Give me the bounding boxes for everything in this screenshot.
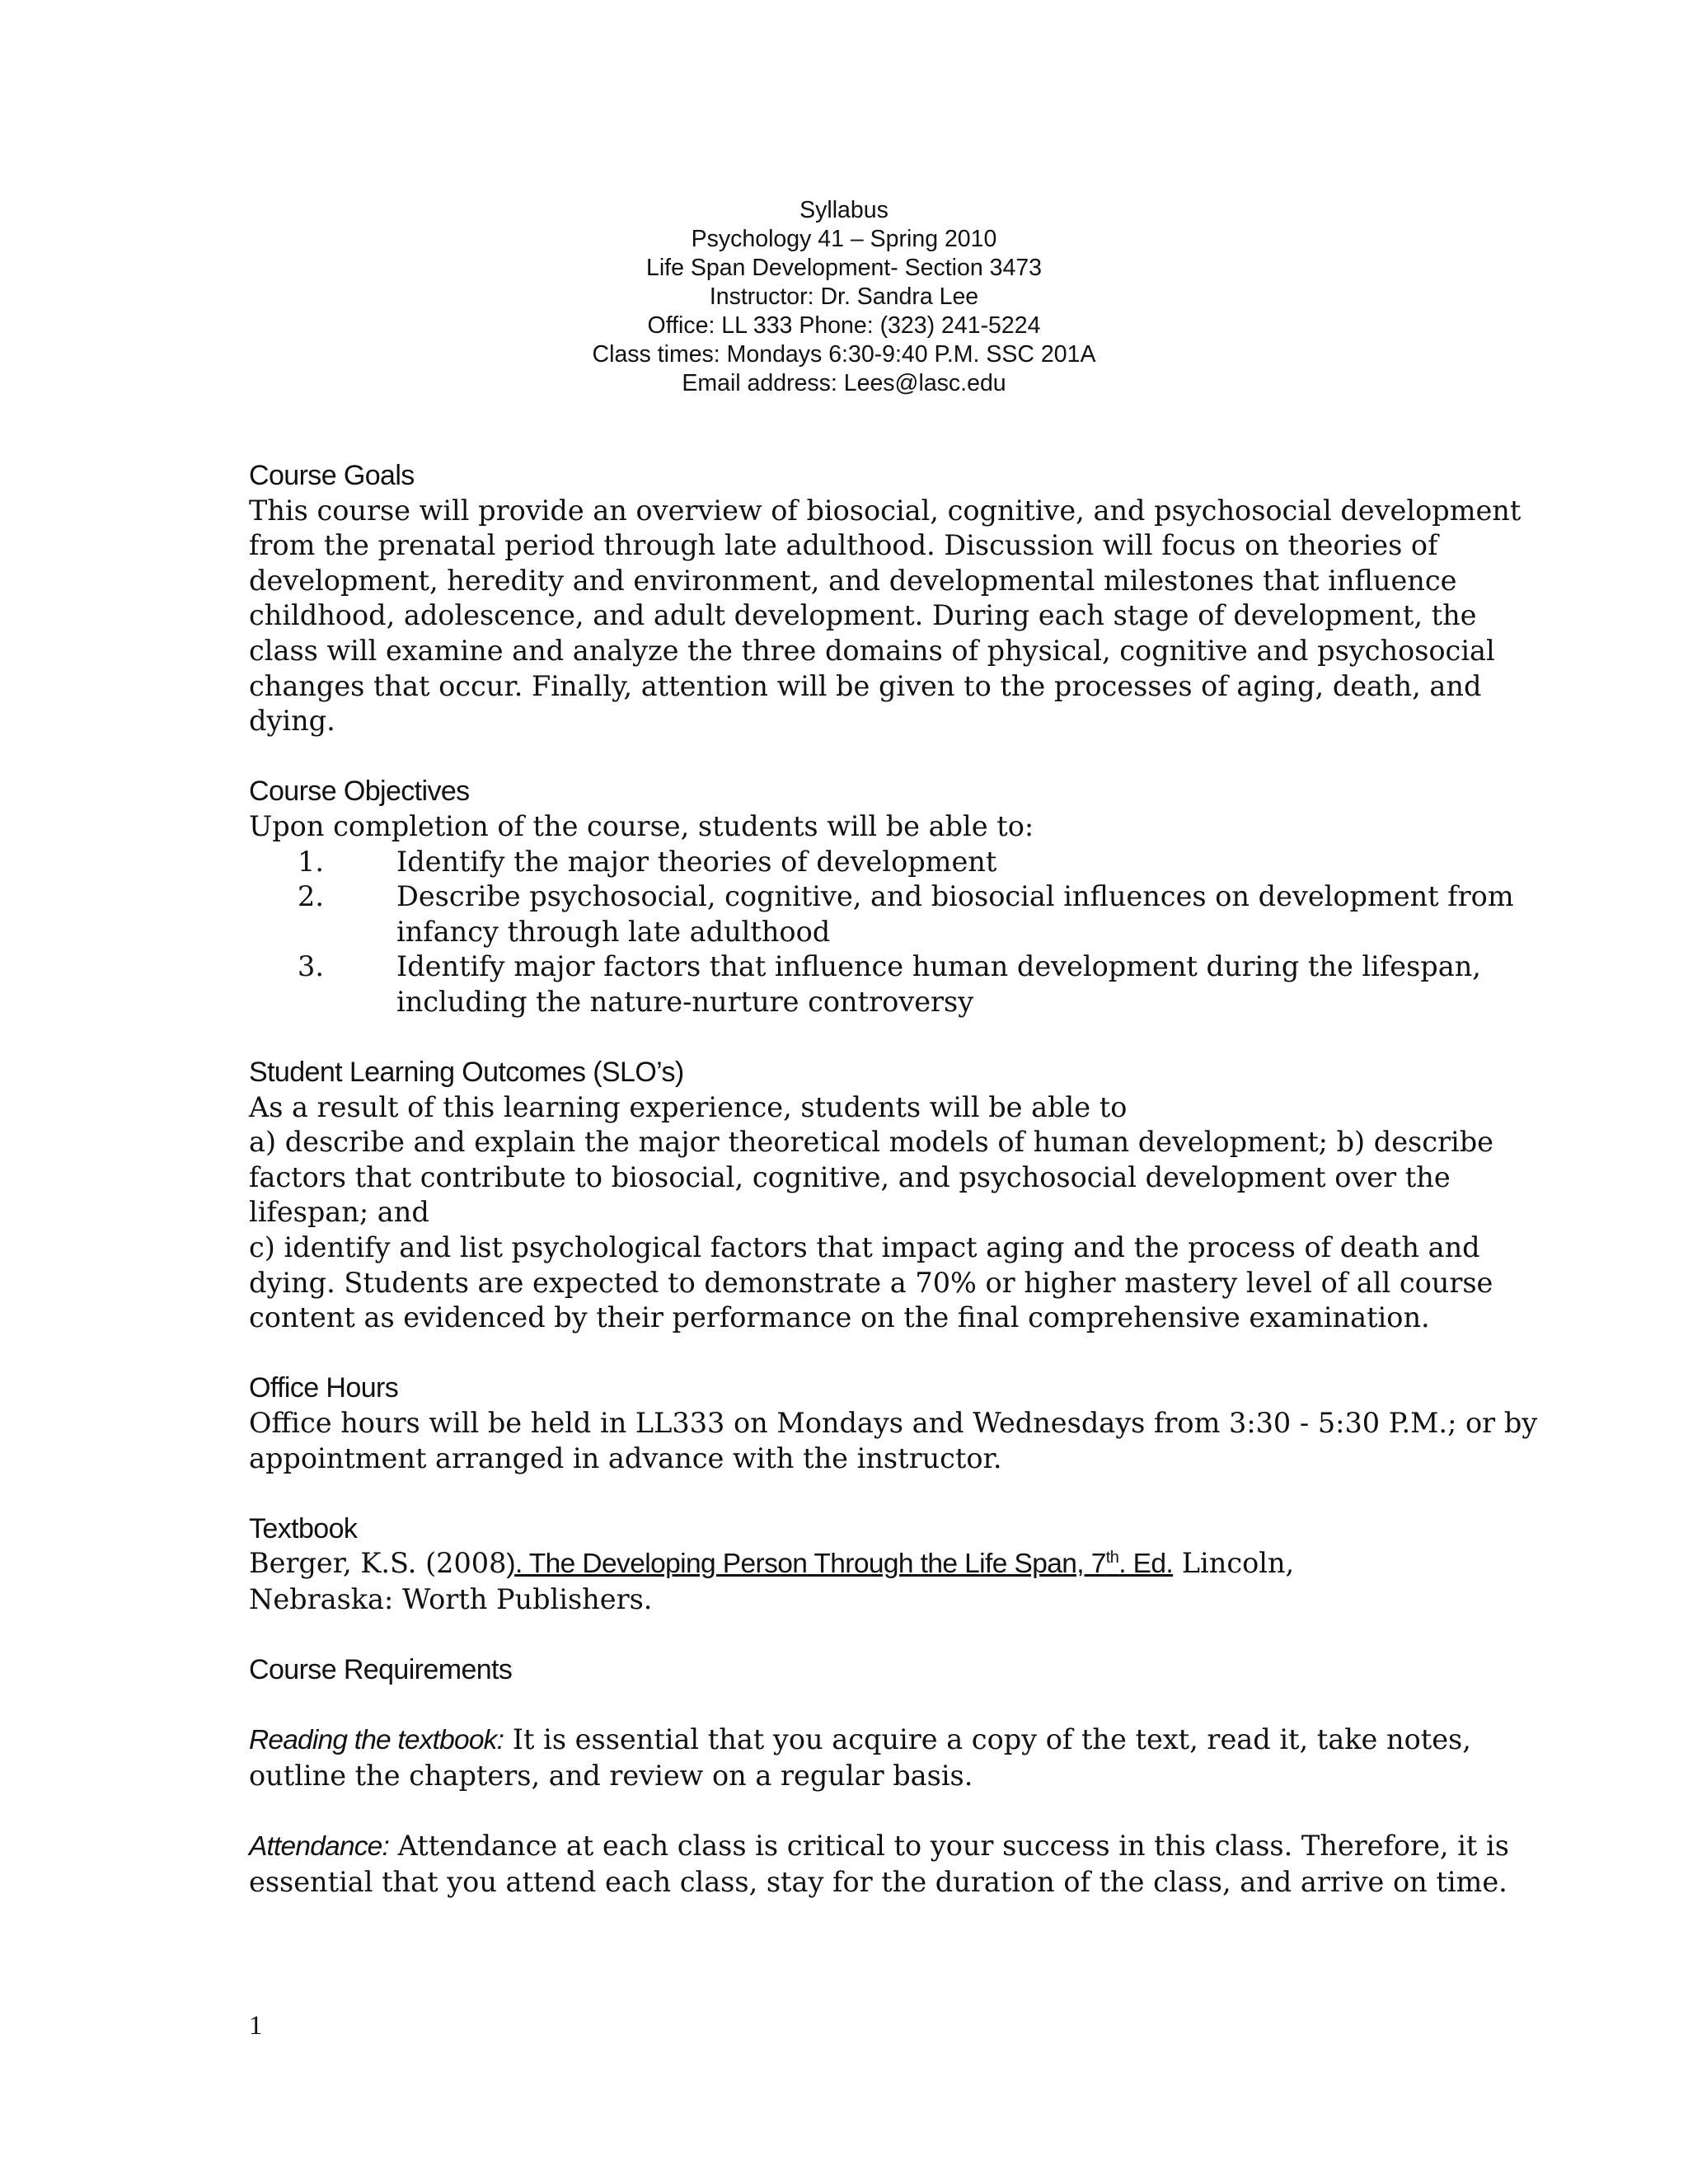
slo-line: factors that contribute to biosocial, cognitive, and psychosocial development over the <box>249 1160 1451 1193</box>
office-hours-line: Office hours will be held in LL333 on Mondays and Wednesdays from 3:30 - 5:30 P.M.; or by <box>249 1407 1538 1440</box>
header-section: Life Span Development- Section 3473 <box>645 255 1043 281</box>
course-objectives-heading: Course Objectives <box>249 776 470 808</box>
objective-number: 3. <box>298 950 324 983</box>
header-title: Syllabus <box>799 197 889 223</box>
slo-heading: Student Learning Outcomes (SLO’s) <box>249 1057 684 1089</box>
slo-line: content as evidenced by their performance on the final comprehensive examination. <box>249 1301 1430 1334</box>
slo-line: a) describe and explain the major theoretical models of human development; b) describe <box>249 1126 1493 1159</box>
reading-requirement-line: outline the chapters, and review on a regular basis. <box>249 1759 973 1792</box>
course-requirements-heading: Course Requirements <box>249 1654 513 1686</box>
reading-lead: Reading the textbook: <box>249 1725 504 1756</box>
textbook-heading: Textbook <box>249 1512 358 1544</box>
course-goals-line: dying. <box>249 705 335 738</box>
page-number: 1 <box>249 2011 263 2041</box>
attendance-lead: Attendance: <box>249 1831 390 1863</box>
objective-number: 2. <box>298 880 324 913</box>
textbook-publisher: Nebraska: Worth Publishers. <box>249 1583 653 1615</box>
attendance-requirement-line: essential that you attend each class, stay for the duration of the class, and arrive on time. <box>249 1865 1507 1898</box>
reading-requirement: Reading the textbook: It is essential that you acquire a copy of the text, read it, take notes, <box>249 1723 1471 1756</box>
textbook-citation <box>249 1546 1452 1582</box>
objective-number: 1. <box>298 845 324 878</box>
course-goals-line: class will examine and analyze the three domains of physical, cognitive and psychosocial <box>249 634 1495 667</box>
slo-line: dying. Students are expected to demonstrate a 70% or higher mastery level of all course <box>249 1266 1493 1299</box>
slo-line: c) identify and list psychological factors that impact aging and the process of death and <box>249 1231 1480 1264</box>
header-instructor: Instructor: Dr. Sandra Lee <box>709 284 979 310</box>
slo-line: As a result of this learning experience, students will be able to <box>249 1090 1128 1123</box>
objective-text: Describe psychosocial, cognitive, and biosocial influences on development from <box>396 880 1514 913</box>
objectives-list <box>249 845 1514 1020</box>
syllabus-header <box>0 196 1688 398</box>
header-course: Psychology 41 – Spring 2010 <box>691 226 997 252</box>
header-office: Office: LL 333 Phone: (323) 241-5224 <box>647 312 1041 339</box>
course-goals-line: from the prenatal period through late adulthood. Discussion will focus on theories of <box>249 529 1438 562</box>
course-objectives-intro: Upon completion of the course, students will be able to: <box>249 809 1034 842</box>
course-goals-line: This course will provide an overview of biosocial, cognitive, and psychosocial development <box>249 494 1522 527</box>
office-hours-line: appointment arranged in advance with the instructor. <box>249 1441 1002 1474</box>
syllabus-body <box>249 458 1538 1900</box>
objective-text: Identify major factors that influence human development during the lifespan, <box>396 950 1481 983</box>
header-class-times: Class times: Mondays 6:30-9:40 P.M. SSC 201A <box>592 341 1096 368</box>
textbook-publisher-city: Lincoln, <box>1173 1547 1295 1580</box>
objective-text: including the nature-nurture controversy <box>396 985 974 1018</box>
course-goals-heading: Course Goals <box>249 460 415 491</box>
course-goals-line: development, heredity and environment, and developmental milestones that influence <box>249 564 1457 597</box>
slo-line: lifespan; and <box>249 1196 429 1229</box>
office-hours-heading: Office Hours <box>249 1372 399 1404</box>
objective-item <box>249 949 1481 1019</box>
textbook-author: Berger, K.S. (2008 <box>249 1547 507 1580</box>
course-goals-line: changes that occur. Finally, attention will be given to the processes of aging, death, and <box>249 669 1482 702</box>
attendance-requirement: Attendance: Attendance at each class is critical to your success in this class. Therefore, it is <box>249 1830 1509 1863</box>
objective-item <box>249 845 1452 880</box>
objective-text: infancy through late adulthood <box>396 915 831 948</box>
objective-item <box>249 879 1514 949</box>
textbook-title: ). The Developing Person Through the Life Span, 7th. Ed. <box>506 1549 1174 1580</box>
header-email: Email address: Lees@lasc.edu <box>682 370 1006 396</box>
course-goals-line: childhood, adolescence, and adult development. During each stage of development, the <box>249 599 1477 632</box>
objective-text: Identify the major theories of development <box>396 845 997 878</box>
